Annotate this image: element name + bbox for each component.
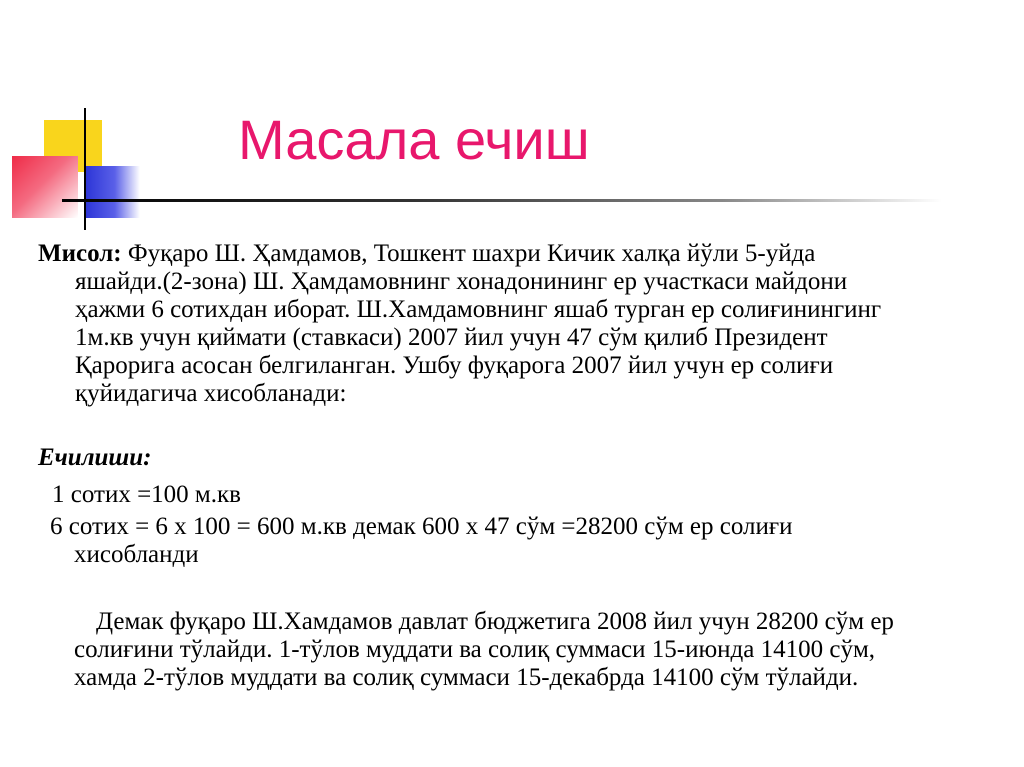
problem-label: Мисол:: [38, 240, 122, 267]
problem-statement: [38, 240, 998, 408]
title-underline: [62, 199, 942, 202]
conclusion-line-3: хамда 2-тўлов муддати ва солиқ суммаси 15-декабрда 14100 сўм тўлайди.: [74, 664, 859, 691]
red-square-decoration: [12, 156, 78, 218]
conclusion-line-2: солиғини тўлайди. 1-тўлов муддати ва солиқ суммаси 15-июнда 14100 сўм,: [74, 636, 876, 663]
problem-line-5: Қарорига асосан белгиланган. Ушбу фуқарога 2007 йил учун ер солиғи: [75, 352, 834, 379]
solution-step-1: 1 сотих =100 м.кв: [52, 481, 241, 508]
problem-line-2: яшайди.(2-зона) Ш. Ҳамдамовнинг хонадонининг ер участкаси майдони: [75, 268, 848, 295]
solution-heading: Ечилиши:: [38, 444, 152, 471]
problem-line-1: Фуқаро Ш. Ҳамдамов, Тошкент шахри Кичик халқа йўли 5-уйда: [127, 240, 816, 267]
problem-line-3: ҳажми 6 сотихдан иборат. Ш.Хамдамовнинг яшаб турган ер солиғинингинг: [75, 296, 882, 323]
solution-step-2-line-1: 6 сотих = 6 х 100 = 600 м.кв демак 600 х 47 сўм =28200 сўм ер солиғи: [50, 513, 793, 540]
conclusion: [74, 608, 1014, 692]
blue-square-decoration: [84, 166, 140, 218]
solution-step-2: [50, 513, 950, 569]
problem-line-6: қуйидагича хисобланади:: [75, 380, 347, 407]
slide-title: Масала ечиш: [238, 108, 590, 171]
conclusion-line-1: Демак фуқаро Ш.Хамдамов давлат бюджетига 2008 йил учун 28200 сўм ер: [96, 608, 894, 635]
solution-step-2-line-2: хисобланди: [74, 541, 199, 568]
vertical-rule: [84, 108, 86, 230]
problem-line-4: 1м.кв учун қиймати (ставкаси) 2007 йил учун 47 сўм қилиб Президент: [75, 324, 828, 351]
